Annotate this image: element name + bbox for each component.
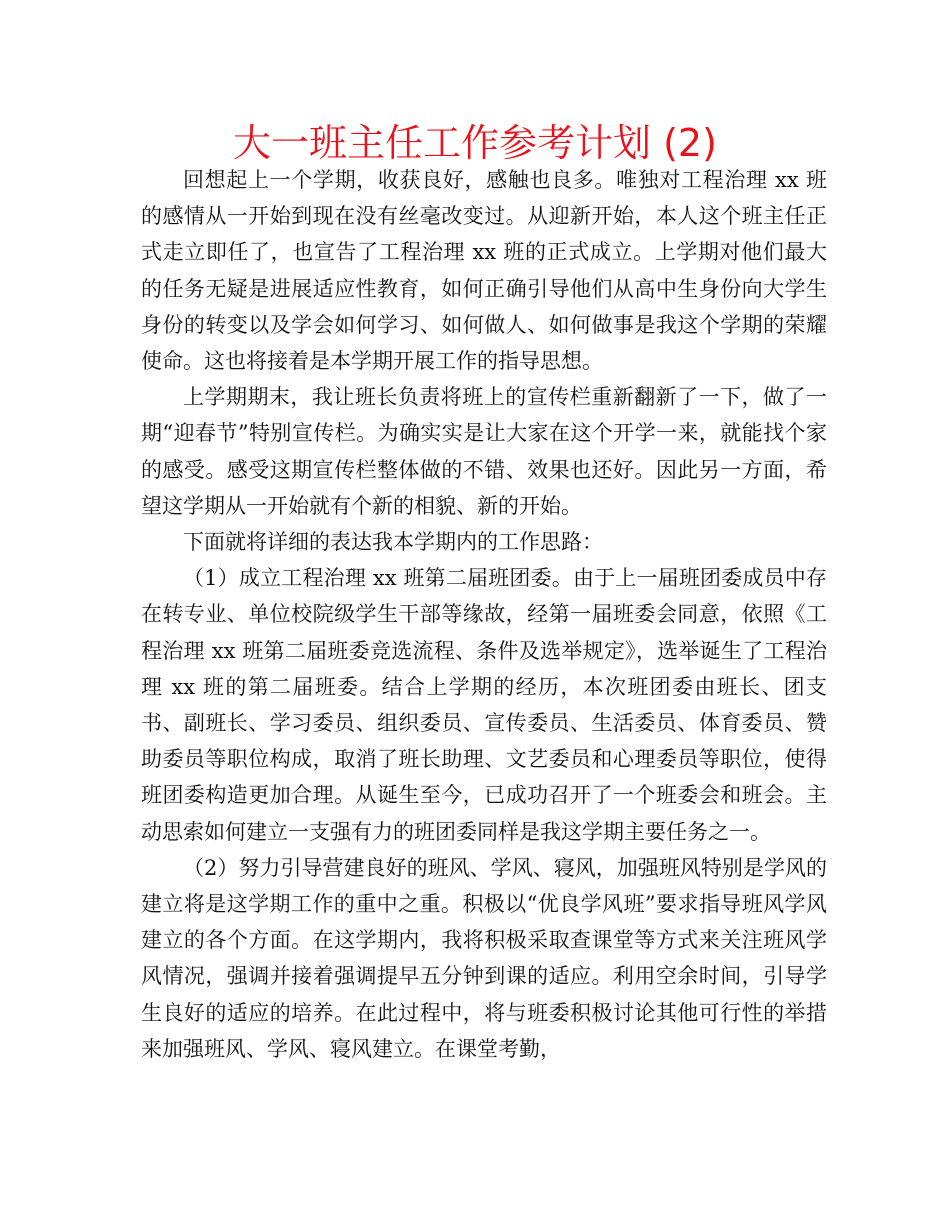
- paragraph-3: 下面就将详细的表达我本学期内的工作思路：: [183, 530, 603, 555]
- paragraph-2: 上学期期末，我让班长负责将班上的宣传栏重新翻新了一下，做了一期“迎春节”特别宣传栏。为确实实是让大家在这个开学一来，就能找个家的感受。感受这期宣传栏整体做的不错、效果也还好。因此另一方面，希望这学期从一开始就有个新的相貌、新的开始。: [141, 385, 827, 518]
- paragraph-5: （2）努力引导营建良好的班风、学风、寝风，加强班风特别是学风的建立将是这学期工作的重中之重。积极以“优良学风班”要求指导班风学风建立的各个方面。在这学期内，我将积极采取查课堂等方式来关注班风学风情况，强调并接着强调提早五分钟到课的适应。利用空余时间，引导学生良好的适应的培养。在此过程中，将与班委积极讨论其他可行性的举措来加强班风、学风、寝风建立。在课堂考勤，: [141, 855, 827, 1061]
- document-body: [141, 162, 827, 1067]
- paragraph-4: （1）成立工程治理 xx 班第二届班团委。由于上一届班团委成员中存在转专业、单位校院级学生干部等缘故，经第一届班委会同意，依照《工程治理 xx 班第二届班委竞选流程、条件及选举规定》，选举诞生了工程治理 xx 班的第二届班委。结合上学期的经历，本次班团委由班长、团支书、副班长、学习委员、组织委员、宣传委员、生活委员、体育委员、赞助委员等职位构成，取消了班长助理、文艺委员和心理委员等职位，使得班团委构造更加合理。从诞生至今，已成功召开了一个班委会和班会。主动思索如何建立一支强有力的班团委同样是我这学期主要任务之一。: [141, 566, 827, 844]
- paragraph-1: 回想起上一个学期，收获良好，感触也良多。唯独对工程治理 xx 班的感情从一开始到现在没有丝毫改变过。从迎新开始，本人这个班主任正式走立即任了，也宣告了工程治理 xx 班的正式成立。上学期对他们最大的任务无疑是进展适应性教育，如何正确引导他们从高中生身份向大学生身份的转变以及学会如何学习、如何做人、如何做事是我这个学期的荣耀使命。这也将接着是本学期开展工作的指导思想。: [141, 168, 827, 374]
- document-title: 大一班主任工作参考计划 (2): [233, 121, 717, 165]
